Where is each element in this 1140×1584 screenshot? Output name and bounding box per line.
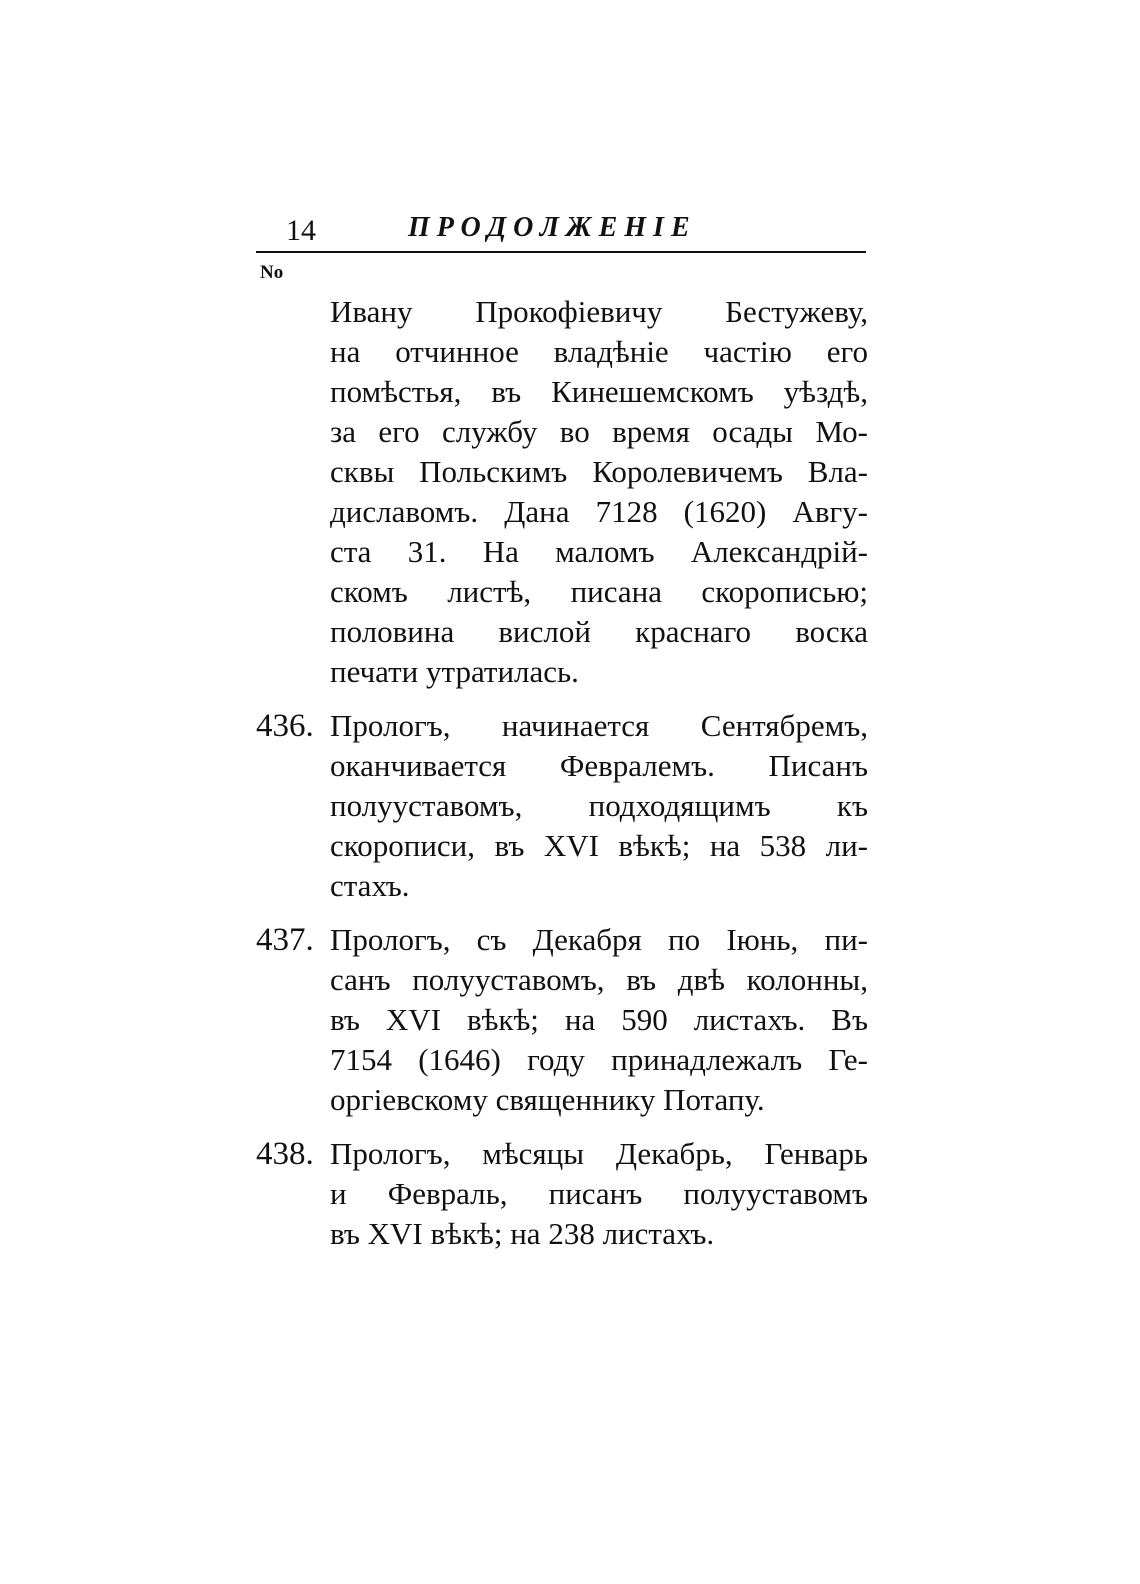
entry-text-line: Прологъ, начинается Сентябремъ, [330,708,868,743]
entry-number: 438. [256,1136,314,1172]
header-rule [256,251,866,253]
entry-text-line: полууставомъ, подходящимъ къ [330,788,868,823]
entry-text-line: за его службу во время осады Мо- [330,414,868,449]
entry-text-line: на отчинное владѣніе частію его [330,334,868,369]
entry-text-line: Прологъ, мѣсяцы Декабрь, Генварь [330,1136,868,1171]
entry-text-line: ста 31. На маломъ Александрій- [330,534,868,569]
entry-text-line: въ XVI вѣкѣ; на 238 листахъ. [330,1216,715,1251]
page-number: 14 [286,214,316,247]
entry-text-line: Ивану Прокофіевичу Бестужеву, [330,294,868,329]
number-column-label: No [260,262,284,283]
entry-text-line: 7154 (1646) году принадлежалъ Ге- [330,1042,868,1077]
entry-number: 437. [256,922,314,958]
page-header [256,206,866,252]
entry-text-line: сквы Польскимъ Королевичемъ Вла- [330,454,868,489]
entry-number: 436. [256,708,314,744]
entry-text-line: печати утратилась. [330,654,579,689]
entry-text-line: диславомъ. Дана 7128 (1620) Авгу- [330,494,868,529]
catalog-entry-continued [256,292,868,692]
catalog-entry-438 [256,1134,868,1254]
entry-text-line: помѣстья, въ Кинешемскомъ уѣздѣ, [330,374,868,409]
catalog-entry-436 [256,706,868,906]
entry-text-line: стахъ. [330,868,410,903]
entry-text-line: и Февраль, писанъ полууставомъ [330,1176,868,1211]
entry-text-line: половина вислой краснаго воска [330,614,868,649]
entry-text-line: оканчивается Февралемъ. Писанъ [330,748,868,783]
entry-text-line: санъ полууставомъ, въ двѣ колонны, [330,962,868,997]
entry-text-line: Прологъ, съ Декабря по Іюнь, пи- [330,922,868,957]
catalog-entries [256,292,868,1268]
catalog-entry-437 [256,920,868,1120]
entry-text-line: скорописи, въ XVI вѣкѣ; на 538 ли- [330,828,868,863]
entry-text-line: въ XVI вѣкѣ; на 590 листахъ. Въ [330,1002,868,1037]
running-title: ПРОДОЛЖЕНІЕ [408,212,697,243]
entry-text-line: скомъ листѣ, писана скорописью; [330,574,868,609]
entry-text-line: оргіевскому священнику Потапу. [330,1082,765,1117]
